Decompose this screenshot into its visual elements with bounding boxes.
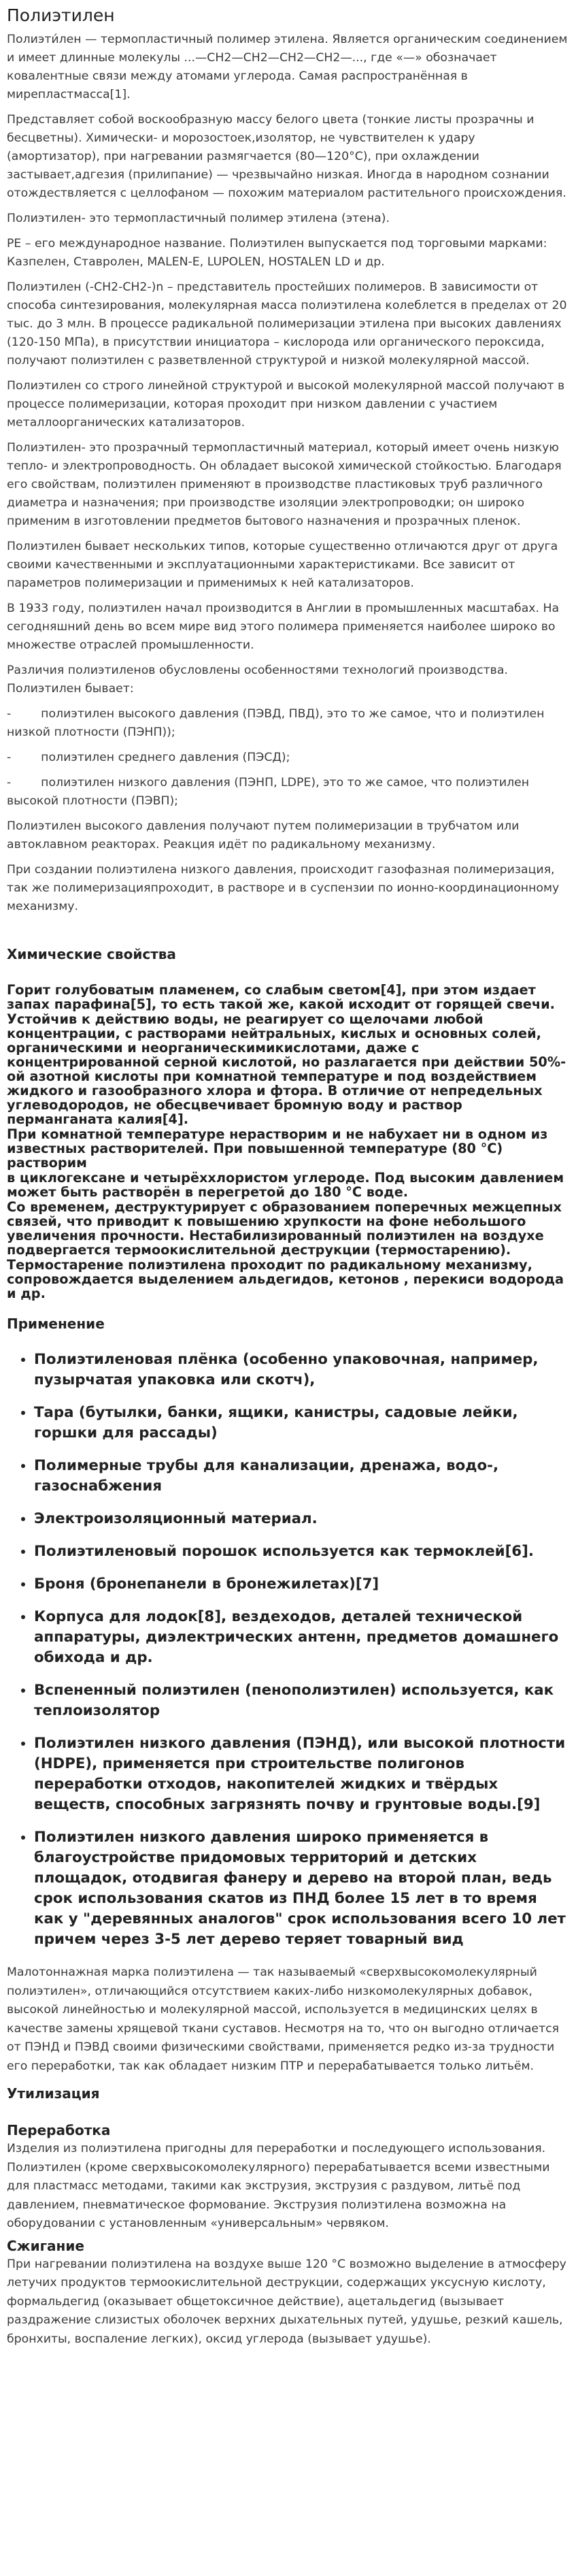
processing-heading: Переработка	[7, 2122, 111, 2138]
intro-paragraph: Полиэтилен (-СН2-СН2-)n – представитель простейших полимеров. В зависимости от способа синтезирования, молекулярная масса полиэтилена колеблется в пределах от 20 тыс. до 3 млн. В процессе радикальной полимеризации этилена при высоких давлениях (120-150 МПа), в присутствии инициатора – кислорода или органического пероксида, получают полиэтилен с разветвленной структурой и низкой молекулярной массой.	[7, 280, 567, 368]
apps-heading: Применение	[7, 1316, 105, 1332]
processing-paragraph: Изделия из полиэтилена пригодны для переработки и последующего использования. Полиэтилен (кроме сверхвысокомолекулярного) перерабатывается всеми известными для пластмасс методами, такими как экструзия, экструзия с раздувом, литьё под давлением, пневматическое формование. Экструзия полиэтилена возможна на оборудовании с установленным «универсальным» червяком.	[7, 2142, 550, 2230]
util-heading: Утилизация	[7, 2085, 100, 2102]
apps-list-item: • Полимерные трубы для канализации, дренажа, водо-, газоснабжения	[34, 1456, 568, 1497]
apps-after-paragraph: Малотоннажная марка полиэтилена — так называемый «сверхвысокомолекулярный полиэтилен», отличающийся отсутствием каких-либо низкомолекулярных добавок, высокой линейностью и молекулярной массой, используется в медицинских целях в качестве замены хрящевой ткани суставов. Несмотря на то, что он выгодно отличается от ПЭНД и ПЭВД своими физическими свойствами, применяется редко из-за трудности его переработки, так как обладает низким ПТР и перерабатывается только литьём.	[7, 1966, 560, 2073]
chem-paragraph: Термостарение полиэтилена проходит по радикальному механизму, сопровождается выделением альдегидов, кетонов , перекиси водорода и др.	[7, 1257, 564, 1301]
chem-paragraph: в циклогексане и четырёххлористом углероде. Под высоким давлением может быть растворён в перегретой до 180 °C воде.	[7, 1170, 564, 1200]
intro-paragraph: Полиэтилен- это термопластичный полимер этилена (этена).	[7, 212, 390, 225]
apps-list-item: • Полиэтиленовая плёнка (особенно упаковочная, например, пузырчатая упаковка или скотч),	[34, 1350, 568, 1390]
apps-list-item: • Электроизоляционный материал.	[34, 1509, 568, 1529]
intro-paragraph: Представляет собой воскообразную массу белого цвета (тонкие листы прозрачны и бесцветны). Химически- и морозостоек,изолятор, не чувствителен к удару (амортизатор), при нагревании размягчается (80—120°С), при охлаждении застывает,адгезия (прилипание) — чрезвычайно низкая. Иногда в народном сознании отождествляется с целлофаном — похожим материалом растительного происхождения.	[7, 113, 566, 200]
chem-paragraph: При комнатной температуре нерастворим и не набухает ни в одном из известных растворителей. При повышенной температуре (80 °C) растворим	[7, 1126, 548, 1171]
type-list-item: - полиэтилен низкого давления (ПЭНП, LDPE), это то же самое, что полиэтилен высокой плотности (ПЭВП);	[7, 776, 533, 808]
chem-heading: Химические свойства	[7, 946, 176, 962]
intro-paragraph: Полиэтилен высокого давления получают путем полимеризации в трубчатом или автоклавном реакторах. Реакция идёт по радикальному механизму.	[7, 819, 520, 851]
apps-list-item: • Полиэтилен низкого давления (ПЭНД), или высокой плотности (HDPE), применяется при строительстве полигонов переработки отходов, накопителей жидких и твёрдых веществ, способных загрязнять почву и грунтовые воды.[9]	[34, 1733, 568, 1815]
intro-paragraph: Полиэтилен- это прозрачный термопластичный материал, который имеет очень низкую тепло- и электропроводность. Он обладает высокой химической стойкостью. Благодаря его свойствам, полиэтилен применяют в производстве пластиковых труб различного диаметра и назначения; при производстве изоляции электропроводки; он широко применим в изготовлении предметов бытового назначения и прозрачных пленок.	[7, 441, 562, 528]
intro-paragraph: При создании полиэтилена низкого давления, происходит газофазная полимеризация, так же полимеризацияпроходит, в растворе и в суспензии по ионно-координационному механизму.	[7, 863, 560, 913]
type-list-item: - полиэтилен среднего давления (ПЭСД);	[7, 751, 290, 764]
apps-list	[7, 1350, 568, 1950]
intro-paragraph: Полиэти́лен — термопластичный полимер этилена. Является органическим соединением и имеет длинные молекулы ...—CH2—CH2—CH2—CH2—..., где «—» обозначает ковалентные связи между атомами углерода. Самая распространённая в мирепластмасса[1].	[7, 33, 568, 101]
intro-paragraph: Полиэтилен со строго линейной структурой и высокой молекулярной массой получают в процессе полимеризации, которая проходит при низком давлении с участием металлоорганических катализаторов.	[7, 379, 565, 429]
apps-list-item: • Корпуса для лодок[8], вездеходов, деталей технической аппаратуры, диэлектрических антенн, предметов домашнего обихода и др.	[34, 1607, 568, 1668]
intro-paragraph: Полиэтилен бывает нескольких типов, которые существенно отличаются друг от друга своими качественными и эксплуатационными характеристиками. Все зависит от параметров полимеризации и применимых к ней катализаторов.	[7, 540, 558, 590]
chem-paragraph: Устойчив к действию воды, не реагирует со щелочами любой концентрации, с растворами нейтральных, кислых и основных солей, органическими и неорганическимикислотами, даже с концентрированной серной кислотой, но разлагается при действии 50%-ой азотной кислоты при комнатной температуре и под воздействием жидкого и газообразного хлора и фтора. В отличие от непредельных углеводородов, не обесцвечивает бромную воду и раствор перманганата калия[4].	[7, 1011, 566, 1127]
burning-paragraph: При нагревании полиэтилена на воздухе выше 120 °С возможно выделение в атмосферу летучих продуктов термоокислительной деструкции, содержащих уксусную кислоту, формальдегид (оказывает общетоксичное действие), ацетальдегид (вызывает раздражение слизистых оболочек верхних дыхательных путей, удушье, резкий кашель, бронхиты, воспаление легких), оксид углерода (вызывает удушье).	[7, 2257, 566, 2346]
chem-paragraph: Горит голубоватым пламенем, со слабым светом[4], при этом издает запах парафина[5], то есть такой же, какой исходит от горящей свечи.	[7, 982, 555, 1012]
apps-list-item: • Тара (бутылки, банки, ящики, канистры, садовые лейки, горшки для рассады)	[34, 1403, 568, 1444]
intro-section	[7, 31, 568, 916]
intro-paragraph: В 1933 году, полиэтилен начал производится в Англии в промышленных масштабах. На сегодняшний день во всем мире вид этого полимера применяется наиболее широко во множестве отраслей промышленности.	[7, 602, 560, 652]
chem-section	[7, 983, 568, 1301]
burning-heading: Сжигание	[7, 2237, 84, 2254]
apps-list-item: • Полиэтилен низкого давления широко применяется в благоустройстве придомовых территорий и детских площадок, отодвигая фанеру и дерево на второй план, ведь срок использования скатов из ПНД более 15 лет в то время как у "деревянных аналогов" срок использования всего 10 лет причем через 3-5 лет дерево теряет товарный вид	[34, 1827, 568, 1950]
apps-list-item: • Вспененный полиэтилен (пенополиэтилен) используется, как теплоизолятор	[34, 1680, 568, 1721]
chem-paragraph: Со временем, деструктурирует с образованием поперечных межцепных связей, что приводит к повышению хрупкости на фоне небольшого увеличения прочности. Нестабилизированный полиэтилен на воздухе подвергается термоокислительной деструкции (термостарению).	[7, 1199, 562, 1258]
intro-paragraph: PE – его международное название. Полиэтилен выпускается под торговыми марками: Казпелен, Ставролен, MALEN-E, LUPOLEN, HOSTALEN LD и др.	[7, 237, 547, 269]
apps-list-item: • Броня (бронепанели в бронежилетах)[7]	[34, 1574, 568, 1595]
apps-list-item: • Полиэтиленовый порошок используется как термоклей[6].	[34, 1542, 568, 1562]
type-list-item: - полиэтилен высокого давления (ПЭВД, ПВД), это то же самое, что и полиэтилен низкой плотности (ПЭНП));	[7, 707, 548, 739]
page-title: Полиэтилен	[7, 5, 115, 25]
intro-paragraph: Различия полиэтиленов обусловлены особенностями технологий производства. Полиэтилен бывает:	[7, 664, 508, 696]
